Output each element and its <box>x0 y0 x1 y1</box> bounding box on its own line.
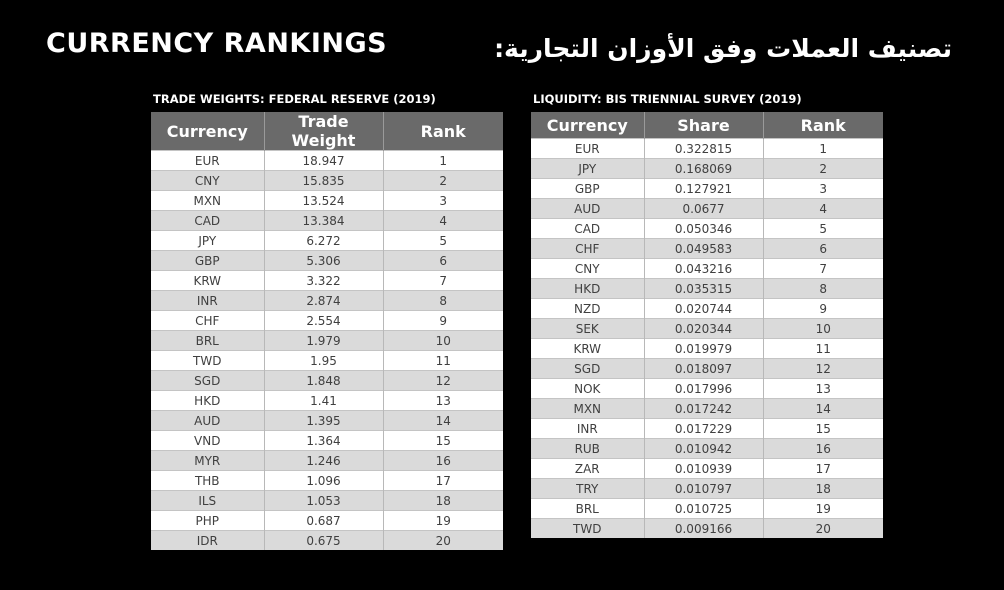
trade-weights-table <box>151 112 503 550</box>
currency-cell: TWD <box>531 519 644 539</box>
currency-cell: THB <box>151 471 264 491</box>
table-row <box>151 431 503 451</box>
value-cell: 0.127921 <box>644 179 763 199</box>
table-header-row <box>531 112 883 139</box>
currency-cell: INR <box>531 419 644 439</box>
liquidity-title: LIQUIDITY: BIS TRIENNIAL SURVEY (2019) <box>533 92 802 106</box>
value-cell: 13.524 <box>264 191 383 211</box>
table-row <box>531 219 883 239</box>
table-row <box>151 471 503 491</box>
table-row <box>531 299 883 319</box>
value-cell: 0.043216 <box>644 259 763 279</box>
rank-cell: 11 <box>383 351 503 371</box>
table-row <box>151 211 503 231</box>
rank-cell: 12 <box>763 359 883 379</box>
column-header-currency: Currency <box>531 112 644 139</box>
rank-cell: 17 <box>383 471 503 491</box>
value-cell: 0.018097 <box>644 359 763 379</box>
currency-cell: NZD <box>531 299 644 319</box>
rank-cell: 5 <box>763 219 883 239</box>
currency-cell: CAD <box>151 211 264 231</box>
table-row <box>151 511 503 531</box>
value-cell: 0.019979 <box>644 339 763 359</box>
rank-cell: 4 <box>763 199 883 219</box>
value-cell: 1.053 <box>264 491 383 511</box>
currency-cell: SGD <box>531 359 644 379</box>
currency-cell: RUB <box>531 439 644 459</box>
table-row <box>531 319 883 339</box>
currency-cell: JPY <box>531 159 644 179</box>
value-cell: 0.675 <box>264 531 383 551</box>
value-cell: 0.050346 <box>644 219 763 239</box>
table-row <box>531 399 883 419</box>
rank-cell: 10 <box>383 331 503 351</box>
rank-cell: 8 <box>383 291 503 311</box>
rank-cell: 6 <box>763 239 883 259</box>
value-cell: 1.364 <box>264 431 383 451</box>
rank-cell: 15 <box>383 431 503 451</box>
table-row <box>151 351 503 371</box>
rank-cell: 8 <box>763 279 883 299</box>
liquidity-panel <box>531 92 883 538</box>
currency-cell: HKD <box>151 391 264 411</box>
table-row <box>531 519 883 539</box>
currency-cell: SEK <box>531 319 644 339</box>
trade-weights-title: TRADE WEIGHTS: FEDERAL RESERVE (2019) <box>153 92 436 106</box>
table-row <box>151 191 503 211</box>
table-row <box>151 451 503 471</box>
column-header-rank: Rank <box>763 112 883 139</box>
table-row <box>151 311 503 331</box>
rank-cell: 7 <box>763 259 883 279</box>
rank-cell: 17 <box>763 459 883 479</box>
rank-cell: 9 <box>763 299 883 319</box>
value-cell: 0.010939 <box>644 459 763 479</box>
currency-cell: ZAR <box>531 459 644 479</box>
currency-cell: INR <box>151 291 264 311</box>
currency-cell: GBP <box>151 251 264 271</box>
table-row <box>531 359 883 379</box>
rank-cell: 9 <box>383 311 503 331</box>
value-cell: 0.017229 <box>644 419 763 439</box>
value-cell: 1.096 <box>264 471 383 491</box>
currency-cell: NOK <box>531 379 644 399</box>
table-row <box>151 251 503 271</box>
rank-cell: 13 <box>763 379 883 399</box>
rank-cell: 18 <box>383 491 503 511</box>
table-header-row <box>151 112 503 151</box>
value-cell: 0.010942 <box>644 439 763 459</box>
value-cell: 0.010725 <box>644 499 763 519</box>
currency-cell: BRL <box>531 499 644 519</box>
value-cell: 3.322 <box>264 271 383 291</box>
table-row <box>531 179 883 199</box>
table-row <box>531 459 883 479</box>
table-row <box>151 171 503 191</box>
value-cell: 0.687 <box>264 511 383 531</box>
currency-cell: CNY <box>151 171 264 191</box>
value-cell: 6.272 <box>264 231 383 251</box>
rank-cell: 1 <box>763 139 883 159</box>
rank-cell: 7 <box>383 271 503 291</box>
value-cell: 0.0677 <box>644 199 763 219</box>
table-row <box>531 139 883 159</box>
table-row <box>151 151 503 171</box>
table-row <box>151 391 503 411</box>
table-row <box>151 491 503 511</box>
rank-cell: 14 <box>383 411 503 431</box>
column-header-trade-weight: Trade Weight <box>264 112 383 151</box>
table-row <box>531 419 883 439</box>
rank-cell: 10 <box>763 319 883 339</box>
table-row <box>531 199 883 219</box>
arabic-title: تصنيف العملات وفق الأوزان التجارية: <box>494 34 952 63</box>
value-cell: 2.874 <box>264 291 383 311</box>
table-row <box>151 411 503 431</box>
currency-cell: IDR <box>151 531 264 551</box>
value-cell: 15.835 <box>264 171 383 191</box>
value-cell: 0.009166 <box>644 519 763 539</box>
table-row <box>531 259 883 279</box>
rank-cell: 13 <box>383 391 503 411</box>
table-row <box>531 439 883 459</box>
rank-cell: 12 <box>383 371 503 391</box>
column-header-rank: Rank <box>383 112 503 151</box>
table-row <box>531 499 883 519</box>
currency-cell: MYR <box>151 451 264 471</box>
table-row <box>531 479 883 499</box>
currency-cell: TRY <box>531 479 644 499</box>
table-row <box>531 159 883 179</box>
table-row <box>151 231 503 251</box>
table-row <box>531 239 883 259</box>
currency-cell: CNY <box>531 259 644 279</box>
currency-cell: MXN <box>531 399 644 419</box>
currency-cell: CHF <box>531 239 644 259</box>
currency-cell: VND <box>151 431 264 451</box>
value-cell: 0.017242 <box>644 399 763 419</box>
table-row <box>531 379 883 399</box>
rank-cell: 6 <box>383 251 503 271</box>
currency-cell: ILS <box>151 491 264 511</box>
rank-cell: 18 <box>763 479 883 499</box>
currency-cell: GBP <box>531 179 644 199</box>
value-cell: 1.395 <box>264 411 383 431</box>
currency-cell: KRW <box>151 271 264 291</box>
table-row <box>151 271 503 291</box>
trade-weights-panel <box>151 92 503 550</box>
rank-cell: 5 <box>383 231 503 251</box>
currency-cell: EUR <box>531 139 644 159</box>
rank-cell: 16 <box>383 451 503 471</box>
value-cell: 1.246 <box>264 451 383 471</box>
currency-cell: PHP <box>151 511 264 531</box>
table-row <box>151 331 503 351</box>
rank-cell: 20 <box>383 531 503 551</box>
currency-cell: TWD <box>151 351 264 371</box>
value-cell: 0.017996 <box>644 379 763 399</box>
currency-cell: SGD <box>151 371 264 391</box>
currency-cell: AUD <box>151 411 264 431</box>
value-cell: 5.306 <box>264 251 383 271</box>
currency-cell: AUD <box>531 199 644 219</box>
rank-cell: 4 <box>383 211 503 231</box>
rank-cell: 19 <box>383 511 503 531</box>
value-cell: 1.848 <box>264 371 383 391</box>
rank-cell: 11 <box>763 339 883 359</box>
value-cell: 1.41 <box>264 391 383 411</box>
currency-cell: CAD <box>531 219 644 239</box>
value-cell: 1.95 <box>264 351 383 371</box>
table-row <box>151 291 503 311</box>
table-row <box>151 531 503 551</box>
rank-cell: 2 <box>763 159 883 179</box>
value-cell: 13.384 <box>264 211 383 231</box>
rank-cell: 2 <box>383 171 503 191</box>
currency-cell: HKD <box>531 279 644 299</box>
column-header-currency: Currency <box>151 112 264 151</box>
table-row <box>531 339 883 359</box>
value-cell: 0.035315 <box>644 279 763 299</box>
value-cell: 0.020344 <box>644 319 763 339</box>
currency-cell: CHF <box>151 311 264 331</box>
currency-cell: JPY <box>151 231 264 251</box>
rank-cell: 15 <box>763 419 883 439</box>
value-cell: 1.979 <box>264 331 383 351</box>
page-title: CURRENCY RANKINGS <box>46 28 388 59</box>
liquidity-table <box>531 112 883 538</box>
rank-cell: 14 <box>763 399 883 419</box>
value-cell: 0.322815 <box>644 139 763 159</box>
trade-weights-body <box>151 151 503 551</box>
liquidity-body <box>531 139 883 539</box>
rank-cell: 3 <box>763 179 883 199</box>
table-row <box>151 371 503 391</box>
currency-cell: MXN <box>151 191 264 211</box>
currency-cell: KRW <box>531 339 644 359</box>
rank-cell: 19 <box>763 499 883 519</box>
value-cell: 0.049583 <box>644 239 763 259</box>
rank-cell: 16 <box>763 439 883 459</box>
table-row <box>531 279 883 299</box>
value-cell: 18.947 <box>264 151 383 171</box>
value-cell: 0.020744 <box>644 299 763 319</box>
value-cell: 2.554 <box>264 311 383 331</box>
rank-cell: 20 <box>763 519 883 539</box>
rank-cell: 3 <box>383 191 503 211</box>
currency-cell: BRL <box>151 331 264 351</box>
column-header-share: Share <box>644 112 763 139</box>
value-cell: 0.010797 <box>644 479 763 499</box>
value-cell: 0.168069 <box>644 159 763 179</box>
rank-cell: 1 <box>383 151 503 171</box>
currency-cell: EUR <box>151 151 264 171</box>
